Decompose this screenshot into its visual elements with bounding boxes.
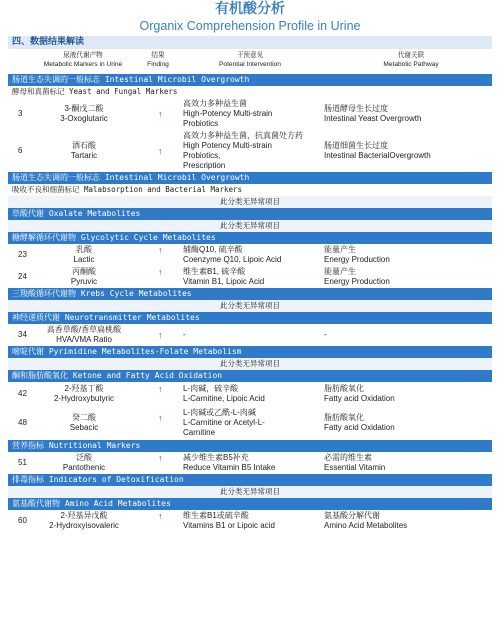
group-subhead: 酵母和真菌标记 Yeast and Fungal Markers	[8, 86, 492, 98]
intervention-line: L-Carnitine or Acetyl-L-	[183, 418, 265, 427]
intervention-line: Vitamins B1 or Lipoic acid	[183, 521, 275, 530]
pathway-en: Energy Production	[324, 255, 390, 264]
group-band-label: 酮和脂肪酸氧化 Ketone and Fatty Acid Oxidation	[12, 371, 223, 380]
pathway-en: Intestinal Yeast Overgrowth	[324, 114, 422, 123]
row-number: 42	[18, 389, 27, 398]
row-number: 48	[18, 418, 27, 427]
report-title-cn: 有机酸分析	[215, 1, 285, 17]
col-pathway-en: Metabolic Pathway	[383, 60, 439, 68]
marker-cn: 乳酸	[76, 245, 92, 254]
marker-cn: 高香草酸/香草扁桃酸	[46, 325, 122, 334]
intervention-line: L-肉碱或乙酰-L-肉碱	[183, 408, 256, 417]
pathway-cn: 必需的维生素	[324, 453, 372, 462]
col-finding-cn: 结果	[151, 52, 165, 59]
group-band	[8, 232, 492, 244]
row-intervention	[183, 267, 333, 287]
marker-en: 2-Hydroxyisovaleric	[49, 521, 119, 530]
section-heading: 四、数据结果解读	[8, 36, 492, 49]
intervention-line: Probiotics,	[183, 151, 221, 160]
no-abnormal-note: 此分类无异常项目	[8, 220, 492, 232]
marker-cn: 丙酮酸	[72, 267, 96, 276]
group-band-label: 排毒指标 Indicators of Detoxification	[12, 475, 184, 484]
row-number: 23	[18, 250, 27, 259]
col-intervention-cn: 干预意见	[236, 52, 264, 59]
row-pathway	[324, 511, 494, 531]
pathway-cn: 能量产生	[324, 267, 356, 276]
row-number: 60	[18, 516, 27, 525]
row-marker	[32, 104, 136, 124]
row-pathway	[324, 453, 494, 473]
group-band-label: 嘧啶代谢 Pyrimidine Metabolites-Folate Metabolism	[12, 347, 242, 356]
marker-cn: 泛酸	[76, 453, 92, 462]
row-marker	[32, 413, 136, 433]
marker-en: Pantothenic	[62, 463, 106, 472]
group-band	[8, 498, 492, 510]
intervention-line: Coenzyme Q10, Lipoic Acid	[183, 255, 282, 264]
up-arrow-icon: ↑	[158, 384, 163, 394]
pathway-cn: 脂肪酸氧化	[324, 384, 364, 393]
row-number: 34	[18, 330, 27, 339]
no-abnormal-note: 此分类无异常项目	[8, 300, 492, 312]
up-arrow-icon: ↑	[158, 453, 163, 463]
row-marker	[32, 325, 136, 345]
col-intervention	[190, 52, 310, 69]
marker-en: Lactic	[73, 255, 95, 264]
row-intervention	[183, 245, 333, 265]
table-row	[8, 98, 492, 130]
intervention-line: High Potency Multi-strain	[183, 141, 272, 150]
row-intervention	[183, 384, 333, 404]
col-marker-en: Metabolic Markers in Urine	[43, 60, 123, 68]
row-number: 3	[18, 109, 23, 118]
row-marker	[32, 511, 136, 531]
pathway-cn: 氨基酸分解代谢	[324, 511, 380, 520]
row-pathway	[324, 104, 494, 124]
row-intervention	[183, 453, 333, 473]
table-row	[8, 324, 492, 346]
row-pathway	[324, 245, 494, 265]
row-pathway	[324, 267, 494, 287]
no-abnormal-note: 此分类无异常项目	[8, 486, 492, 498]
no-abnormal-note: 此分类无异常项目	[8, 358, 492, 370]
intervention-line: Vitamin B1, Lipoic Acid	[183, 277, 265, 286]
pathway-cn: 肠道酵母生长过度	[324, 104, 388, 113]
marker-en: Sebacic	[69, 423, 99, 432]
row-marker	[32, 267, 136, 287]
row-intervention	[183, 99, 333, 129]
group-band	[8, 312, 492, 324]
row-pathway	[324, 330, 494, 340]
table-row	[8, 266, 492, 288]
intervention-line: 维生素B1, 硫辛酸	[183, 267, 246, 276]
col-marker-cn: 尿液代谢产物	[63, 52, 103, 59]
group-band	[8, 172, 492, 184]
up-arrow-icon: ↑	[158, 146, 163, 156]
marker-en: Pyruvic	[70, 277, 98, 286]
marker-en: 2-Hydroxybutyric	[53, 394, 114, 403]
pathway-en: Fatty acid Oxidation	[324, 394, 395, 403]
intervention-line: -	[183, 330, 186, 339]
intervention-line: L-肉碱，硫辛酸	[183, 384, 239, 393]
row-marker	[32, 245, 136, 265]
row-marker	[32, 453, 136, 473]
marker-cn: 酒石酸	[72, 141, 96, 150]
group-band-label: 三羧酸循环代谢物 Krebs Cycle Metabolites	[12, 289, 192, 298]
table-row	[8, 130, 492, 172]
col-pathway-cn: 代谢关联	[397, 52, 425, 59]
intervention-line: Probiotics	[183, 119, 219, 128]
intervention-line: 高效力多种益生菌，抗真菌处方药	[183, 131, 303, 140]
row-marker	[32, 141, 136, 161]
col-finding	[138, 52, 178, 69]
marker-en: HVA/VMA Ratio	[56, 335, 112, 344]
pathway-line: -	[324, 330, 327, 339]
marker-cn: 3-酮戊二酸	[64, 104, 104, 113]
marker-cn: 2-羟基丁酸	[64, 384, 104, 393]
up-arrow-icon: ↑	[158, 267, 163, 277]
marker-en: Tartaric	[70, 151, 98, 160]
row-pathway	[324, 141, 494, 161]
column-headers	[0, 49, 500, 74]
group-band-label: 氨基酸代谢物 Amino Acid Metabolites	[12, 499, 171, 508]
table-row	[8, 452, 492, 474]
pathway-cn: 脂肪酸氧化	[324, 413, 364, 422]
intervention-line: 维生素B1或硫辛酸	[183, 511, 249, 520]
row-intervention	[183, 511, 333, 531]
pathway-en: Intestinal BacterialOvergrowth	[324, 151, 431, 160]
table-row	[8, 382, 492, 406]
pathway-cn: 肠道细菌生长过度	[324, 141, 388, 150]
group-band-label: 草酸代谢 Oxalate Metabolites	[12, 209, 141, 218]
group-band	[8, 288, 492, 300]
col-marker	[28, 52, 138, 69]
report-title-en: Organix Comprehension Profile in Urine	[139, 19, 361, 33]
row-pathway	[324, 413, 494, 433]
col-intervention-en: Potential Intervention	[219, 60, 281, 68]
row-intervention	[183, 408, 333, 438]
pathway-en: Energy Production	[324, 277, 390, 286]
intervention-line: L-Carnitine, Lipoic Acid	[183, 394, 265, 403]
group-band-label: 糖酵解循环代谢物 Glycolytic Cycle Metabolites	[12, 233, 216, 242]
row-marker	[32, 384, 136, 404]
group-band-label: 肠道生态失调的一般标志 Intestinal Microbil Overgrowth	[12, 173, 250, 182]
group-band-label: 神经递质代谢 Neurotransmitter Metabolites	[12, 313, 200, 322]
table-row	[8, 244, 492, 266]
intervention-line: 减少维生素B5补充	[183, 453, 249, 462]
intervention-line: 高效力多种益生菌	[183, 99, 247, 108]
group-band	[8, 440, 492, 452]
intervention-line: 辅酶Q10, 硫辛酸	[183, 245, 243, 254]
row-number: 24	[18, 272, 27, 281]
pathway-cn: 能量产生	[324, 245, 356, 254]
group-band	[8, 474, 492, 486]
intervention-line: Carnitine	[183, 428, 216, 437]
intervention-line: Reduce Vitamin B5 Intake	[183, 463, 276, 472]
group-band	[8, 74, 492, 86]
up-arrow-icon: ↑	[158, 511, 163, 521]
row-number: 6	[18, 146, 23, 155]
table-row	[8, 406, 492, 440]
pathway-en: Fatty acid Oxidation	[324, 423, 395, 432]
group-band	[8, 346, 492, 358]
up-arrow-icon: ↑	[158, 109, 163, 119]
group-band-label: 营养指标 Nutritional Markers	[12, 441, 141, 450]
row-number: 51	[18, 458, 27, 467]
group-band	[8, 370, 492, 382]
group-band-label: 肠道生态失调的一般标志 Intestinal Microbil Overgrowth	[12, 75, 250, 84]
col-pathway	[356, 52, 466, 69]
group-band	[8, 208, 492, 220]
col-finding-en: Finding	[147, 60, 169, 68]
no-abnormal-note: 此分类无异常项目	[8, 196, 492, 208]
marker-cn: 2-羟基异戊酸	[60, 511, 108, 520]
up-arrow-icon: ↑	[158, 245, 163, 255]
table-row	[8, 510, 492, 532]
row-intervention	[183, 131, 333, 171]
marker-cn: 癸二酸	[72, 413, 96, 422]
intervention-line: Prescription	[183, 161, 226, 170]
marker-en: 3-Oxoglutaric	[60, 114, 108, 123]
group-subhead: 吸收不良和细菌标记 Malabsorption and Bacterial Markers	[8, 184, 492, 196]
row-intervention	[183, 330, 333, 340]
intervention-line: High-Potency Multi-strain	[183, 109, 273, 118]
up-arrow-icon: ↑	[158, 330, 163, 340]
row-pathway	[324, 384, 494, 404]
pathway-en: Essential Vitamin	[324, 463, 386, 472]
up-arrow-icon: ↑	[158, 413, 163, 423]
pathway-en: Amino Acid Metabolites	[324, 521, 408, 530]
